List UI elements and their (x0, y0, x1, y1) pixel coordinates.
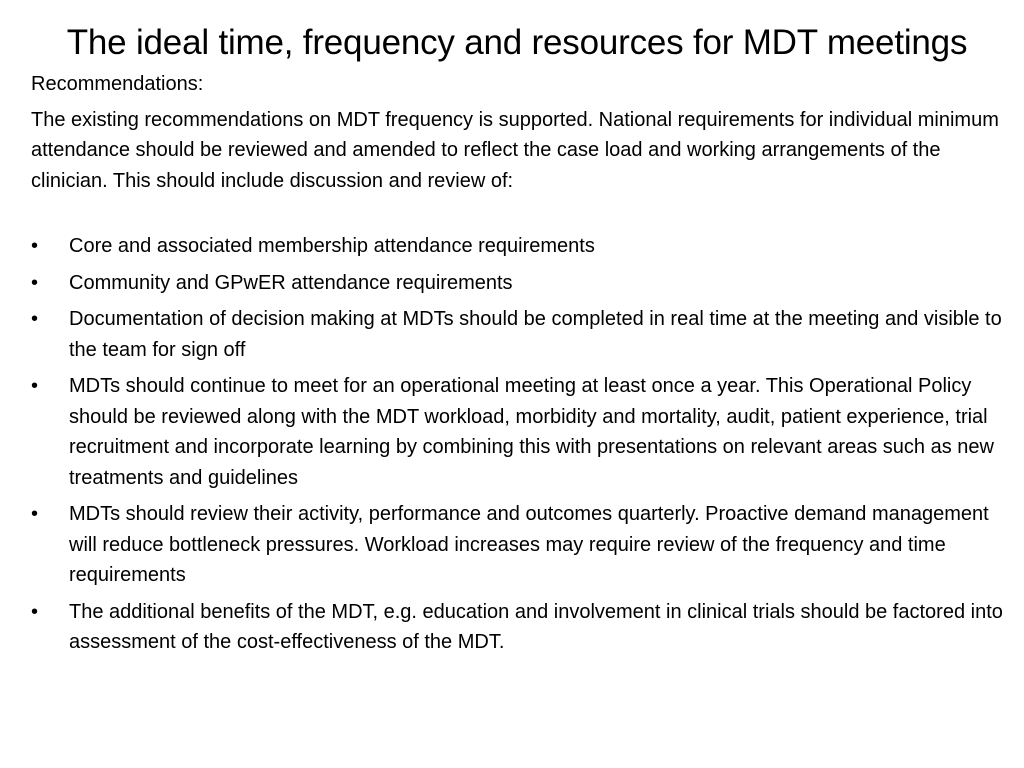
recommendation-list (31, 231, 1006, 658)
list-item (31, 371, 1006, 493)
list-item-text: MDTs should review their activity, performance and outcomes quarterly. Proactive demand management will reduce bottleneck pressures. Workload increases may require review of the frequency and time requirements (69, 503, 989, 586)
list-item-text: Community and GPwER attendance requirements (69, 271, 513, 294)
list-item-text: The additional benefits of the MDT, e.g. education and involvement in clinical trials should be factored into assessment of the cost-effectiveness of the MDT. (69, 600, 1003, 653)
slide-title: The ideal time, frequency and resources for MDT meetings (66, 23, 968, 62)
recommendations-heading: Recommendations: (31, 73, 204, 95)
bullet-icon: • (31, 375, 39, 397)
list-item (31, 304, 1006, 365)
intro-paragraph: The existing recommendations on MDT frequency is supported. National requirements for individual minimum attendance should be reviewed and amended to reflect the case load and working arrangements of the clinician. This should include discussion and review of: (31, 108, 999, 192)
paragraph-spacer (31, 201, 1006, 231)
list-item (31, 499, 1006, 591)
bullet-icon: • (31, 503, 39, 525)
list-item-text: Core and associated membership attendance requirements (69, 235, 595, 257)
bullet-icon: • (31, 308, 39, 330)
bullet-icon: • (31, 235, 39, 257)
bullet-icon: • (31, 271, 39, 294)
list-item-text: Documentation of decision making at MDTs should be completed in real time at the meeting and visible to the team for sign off (69, 308, 1002, 361)
list-item (31, 597, 1006, 658)
slide-body (31, 69, 1006, 664)
bullet-icon: • (31, 600, 39, 623)
list-item (31, 268, 1006, 299)
list-item (31, 231, 1006, 262)
list-item-text: MDTs should continue to meet for an operational meeting at least once a year. This Operational Policy should be reviewed along with the MDT workload, morbidity and mortality, audit, patient experience, trial recruitment and incorporate learning by combining this with presentations on relevant areas such as new treatments and guidelines (69, 375, 994, 489)
